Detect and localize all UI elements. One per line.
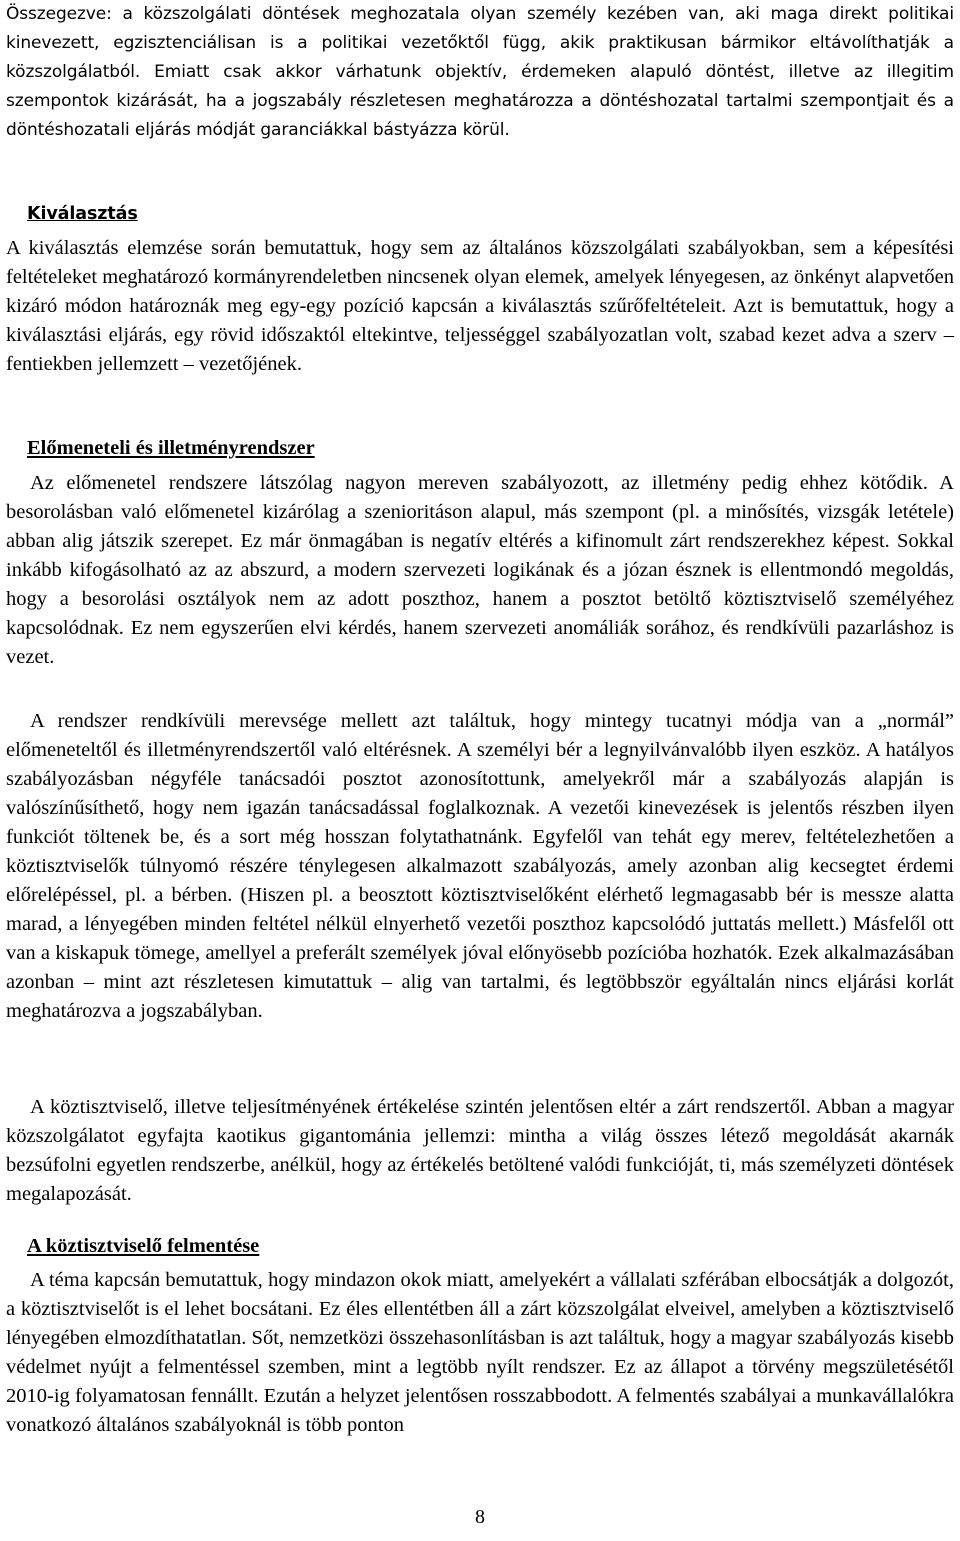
elomenetel-paragraph-3: A köztisztviselő, illetve teljesítményének értékelése szintén jelentősen eltér a zárt rendszertől. Abban a magyar közszolgálatot egyfajta kaotikus gigantománia jellemzi: mintha a világ összes létező megoldását akarnák bezsúfolni egyetlen rendszerbe, anélkül, hogy az értékelés betöltené valódi funkcióját, ti, más személyzeti döntések megalapozását. <box>6 1096 954 1205</box>
heading-felmentes: A köztisztviselő felmentése <box>27 1235 260 1257</box>
elomenetel-paragraph-2: A rendszer rendkívüli merevsége mellett azt találtuk, hogy mintegy tucatnyi módja van a „normál” előmeneteltől és illetményrendszertől való eltérésnek. A személyi bér a legnyilvánvalóbb ilyen eszköz. A hatályos szabályozásban négyféle tanácsadói posztot azonosítottunk, amelyekről már a szabályozás alapján is valószínűsíthető, hogy nem igazán tanácsadással foglalkoznak. A vezetői kinevezések is jelentős részben ilyen funkciót töltenek be, és a sort még hosszan folytathatnánk. Egyfelől van tehát egy merev, feltételezhetően a köztisztviselők túlnyomó részére ténylegesen alkalmazott szabályozás, amely azonban alig kecsegtet érdemi előrelépéssel, pl. a bérben. (Hiszen pl. a beosztott köztisztviselőként elérhető legmagasabb bér is messze alatta marad, a lényegében minden feltétel nélkül elnyerhető vezetői poszthoz kapcsolódó juttatás mellett.) Másfelől ott van a kiskapuk tömege, amellyel a preferált személyek jóval előnyösebb pozícióba hozhatók. Ezek alkalmazásában azonban – mint azt részletesen kimutattuk – alig van tartalmi, és legtöbbször egyáltalán nincs eljárási korlát meghatározva a jogszabályban. <box>6 710 954 1022</box>
felmentes-paragraph: A téma kapcsán bemutattuk, hogy mindazon okok miatt, amelyekért a vállalati szférában elbocsátják a dolgozót, a köztisztviselőt is el lehet bocsátani. Ez éles ellentétben áll a zárt közszolgálat elveivel, amelyben a köztisztviselő lényegében elmozdíthatatlan. Sőt, nemzetközi összehasonlításban is azt találtuk, hogy a magyar szabályozás kisebb védelmet nyújt a felmentéssel szemben, mint a legtöbb nyílt rendszer. Ez az állapot a törvény megszületésétől 2010-ig folyamatosan fennállt. Ezután a helyzet jelentősen rosszabbodott. A felmentés szabályai a munkavállalókra vonatkozó általános szabályoknál is több ponton <box>6 1269 954 1436</box>
kivalasztas-paragraph: A kiválasztás elemzése során bemutattuk, hogy sem az általános közszolgálati szabályokban, sem a képesítési feltételeket meghatározó kormányrendeletben nincsenek olyan elemek, amelyek lényegesen, az önkényt alapvetően kizáró módon határoznák meg egy-egy pozíció kapcsán a kiválasztás szűrőfeltételeit. Azt is bemutattuk, hogy a kiválasztási eljárás, egy rövid időszaktól eltekintve, teljességgel szabályozatlan volt, szabad kezet adva a szerv – fentiekben jellemzett – vezetőjének. <box>6 237 954 375</box>
heading-kivalasztas: Kiválasztás <box>27 204 138 224</box>
heading-elomenetel: Előmeneteli és illetményrendszer <box>27 437 315 459</box>
intro-paragraph: Összegezve: a közszolgálati döntések meghozatala olyan személy kezében van, aki maga direkt politikai kinevezett, egzisztenciálisan is a politikai vezetőktől függ, akik praktikusan bármikor eltávolíthatják a közszolgálatból. Emiatt csak akkor várhatunk objektív, érdemeken alapuló döntést, illetve az illegitim szempontok kizárását, ha a jogszabály részletesen meghatározza a döntéshozatal tartalmi szempontjait és a döntéshozatali eljárás módját garanciákkal bástyázza körül. <box>6 4 954 140</box>
page-number: 8 <box>475 1506 485 1528</box>
elomenetel-paragraph-1: Az előmenetel rendszere látszólag nagyon mereven szabályozott, az illetmény pedig ehhez kötődik. A besorolásban való előmenetel kizárólag a szenioritáson alapul, más szempont (pl. a minősítés, vizsgák letétele) abban alig játszik szerepet. Ez már önmagában is negatív eltérés a kifinomult zárt rendszerekhez képest. Sokkal inkább kifogásolható az az abszurd, a modern szervezeti logikának és a józan észnek is ellentmondó megoldás, hogy a besorolási osztályok nem az adott poszthoz, hanem a posztot betöltő köztisztviselő személyéhez kapcsolódnak. Ez nem egyszerűen elvi kérdés, hanem szervezeti anomáliák sorához, és rendkívüli pazarláshoz is vezet. <box>6 472 954 668</box>
